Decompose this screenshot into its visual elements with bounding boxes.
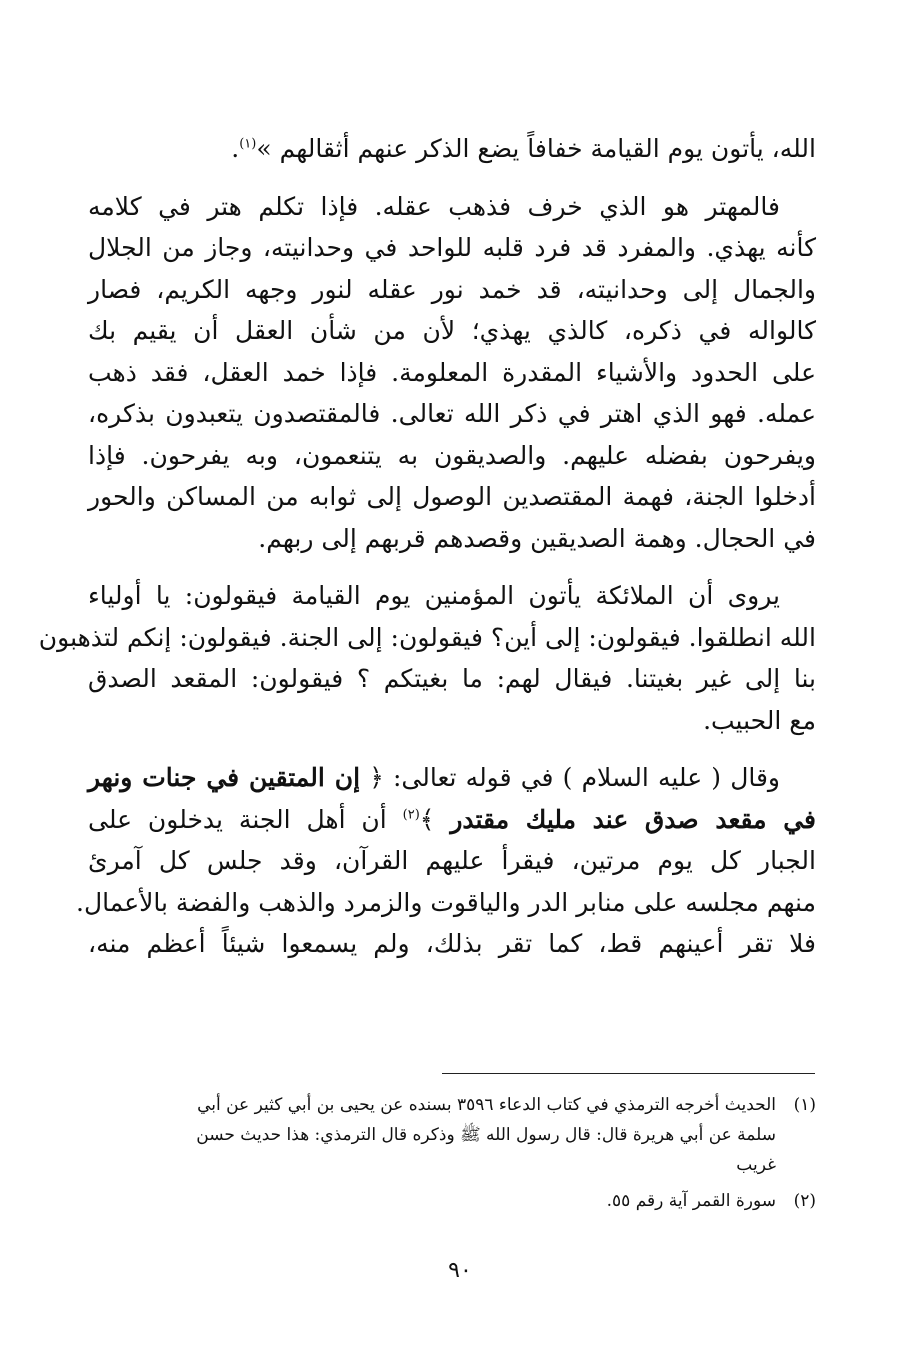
paragraph-3-line: الله انطلقوا. فيقولون: إلى أين؟ فيقولون: إلى الجنة. فيقولون: إنكم لتذهبون bbox=[38, 622, 816, 652]
paragraph-2-line: أدخلوا الجنة، فهمة المقتصدين الوصول إلى ثوابه من المساكن والحور bbox=[88, 482, 816, 511]
quran-quote: في مقعد صدق عند مليك مقتدر bbox=[450, 804, 816, 834]
paragraph-1-line: الله، يأتون يوم القيامة خفافاً يضع الذكر عنهم أثقالهم » bbox=[256, 134, 816, 163]
footnote-text: الحديث أخرجه الترمذي في كتاب الدعاء ٣٥٩٦ بسنده عن يحيى بن أبي كثير عن أبي bbox=[197, 1095, 776, 1115]
quran-quote: إن المتقين في جنات ونهر bbox=[88, 763, 361, 792]
footnote-ref-1: (١) bbox=[239, 136, 257, 152]
footnote-2 bbox=[88, 1186, 816, 1216]
paragraph-4-line: فلا تقر أعينهم قط، كما تقر بذلك، ولم يسمعوا شيئاً أعظم منه، bbox=[88, 929, 816, 958]
footnote-text: غريب bbox=[736, 1155, 776, 1175]
paragraph-4-line: منهم مجلسه على منابر الدر والياقوت والزمرد والذهب والفضة بالأعمال. bbox=[76, 887, 816, 917]
footnote-number: (٢) bbox=[793, 1191, 816, 1211]
paragraph-2-line: فالمهتر هو الذي خرف فذهب عقله. فإذا تكلم هتر في كلامه bbox=[88, 191, 780, 221]
paragraph-2-line: على الحدود والأشياء المقدرة المعلومة. فإذا خمد العقل، فقد ذهب bbox=[88, 357, 817, 387]
page-body bbox=[38, 128, 817, 965]
paragraph-1: الله، يأتون يوم القيامة خفافاً يضع الذكر عنهم أثقالهم »$^{(١)}$. bbox=[231, 134, 816, 163]
footnote-1 bbox=[88, 1090, 816, 1180]
paragraph-2 bbox=[88, 186, 816, 560]
paragraph-2-line: عمله. فهو الذي اهتر في ذكر الله تعالى. فالمقتصدون يتعبدون بذكره، bbox=[88, 399, 816, 428]
footnotes bbox=[88, 1090, 816, 1222]
footnote-ref-2: (٢) bbox=[402, 807, 420, 823]
paragraph-2-line: كالواله في ذكره، كالذي يهذي؛ لأن من شأن العقل أن يقيم بك bbox=[88, 316, 816, 345]
paragraph-2-line: ويفرحون بفضله عليهم. والصديقون به يتنعمون، وبه يفرحون. فإذا bbox=[88, 440, 816, 470]
footnote-divider bbox=[442, 1073, 815, 1074]
footnote-number: (١) bbox=[793, 1095, 816, 1115]
footnote-text: سورة القمر آية رقم ٥٥. bbox=[606, 1191, 776, 1211]
paragraph-2-line: في الحجال. وهمة الصديقين وقصدهم قربهم إلى ربهم. bbox=[258, 523, 816, 553]
paragraph-3-line: يروى أن الملائكة يأتون المؤمنين يوم القيامة فيقولون: يا أولياء bbox=[88, 581, 780, 610]
paragraph-2-line: كأنه يهذي. والمفرد قد فرد قلبه للواحد في وحدانيته، وجاز من الجلال bbox=[88, 233, 816, 262]
paragraph-4-intro: وقال ( عليه السلام ) في قوله تعالى: ﴿ bbox=[360, 763, 780, 792]
paragraph-4-line: الجبار كل يوم مرتين، فيقرأ عليهم القرآن، وقد جلس كل آمرئ bbox=[88, 846, 816, 875]
paragraph-3-line: مع الحبيب. bbox=[703, 705, 816, 735]
paragraph-3 bbox=[38, 575, 816, 741]
paragraph-3-line: بنا إلى غير بغيتنا. فيقال لهم: ما بغيتكم ؟ فيقولون: المقعد الصدق bbox=[88, 664, 816, 693]
footnote-text: سلمة عن أبي هريرة قال: قال رسول الله ﷺ وذكره قال الترمذي: هذا حديث حسن bbox=[196, 1125, 776, 1145]
page-number: ٩٠ bbox=[448, 1258, 472, 1283]
paragraph-2-line: والجمال إلى وحدانيته، قد خمد نور عقله لنور وجهه الكريم، فصار bbox=[88, 274, 816, 304]
paragraph-4: وقال ( عليه السلام ) في قوله تعالى: ﴿ إن المتقين في جنات ونهر في مقعد صدق عند مليك مقتدر ﴾$^{(٢)}$ أن أهل الجنة يدخلون على الجبار كل يوم مرتين، فيقرأ عليهم القرآن، وقد جلس كل آمرئ منهم مجلسه على منابر الدر والياقوت والزمرد والذهب والفضة بالأعمال. فلا تقر أعينهم قط، كما تقر بذلك، ولم يسمعوا شيئاً أعظم منه، bbox=[88, 757, 816, 965]
